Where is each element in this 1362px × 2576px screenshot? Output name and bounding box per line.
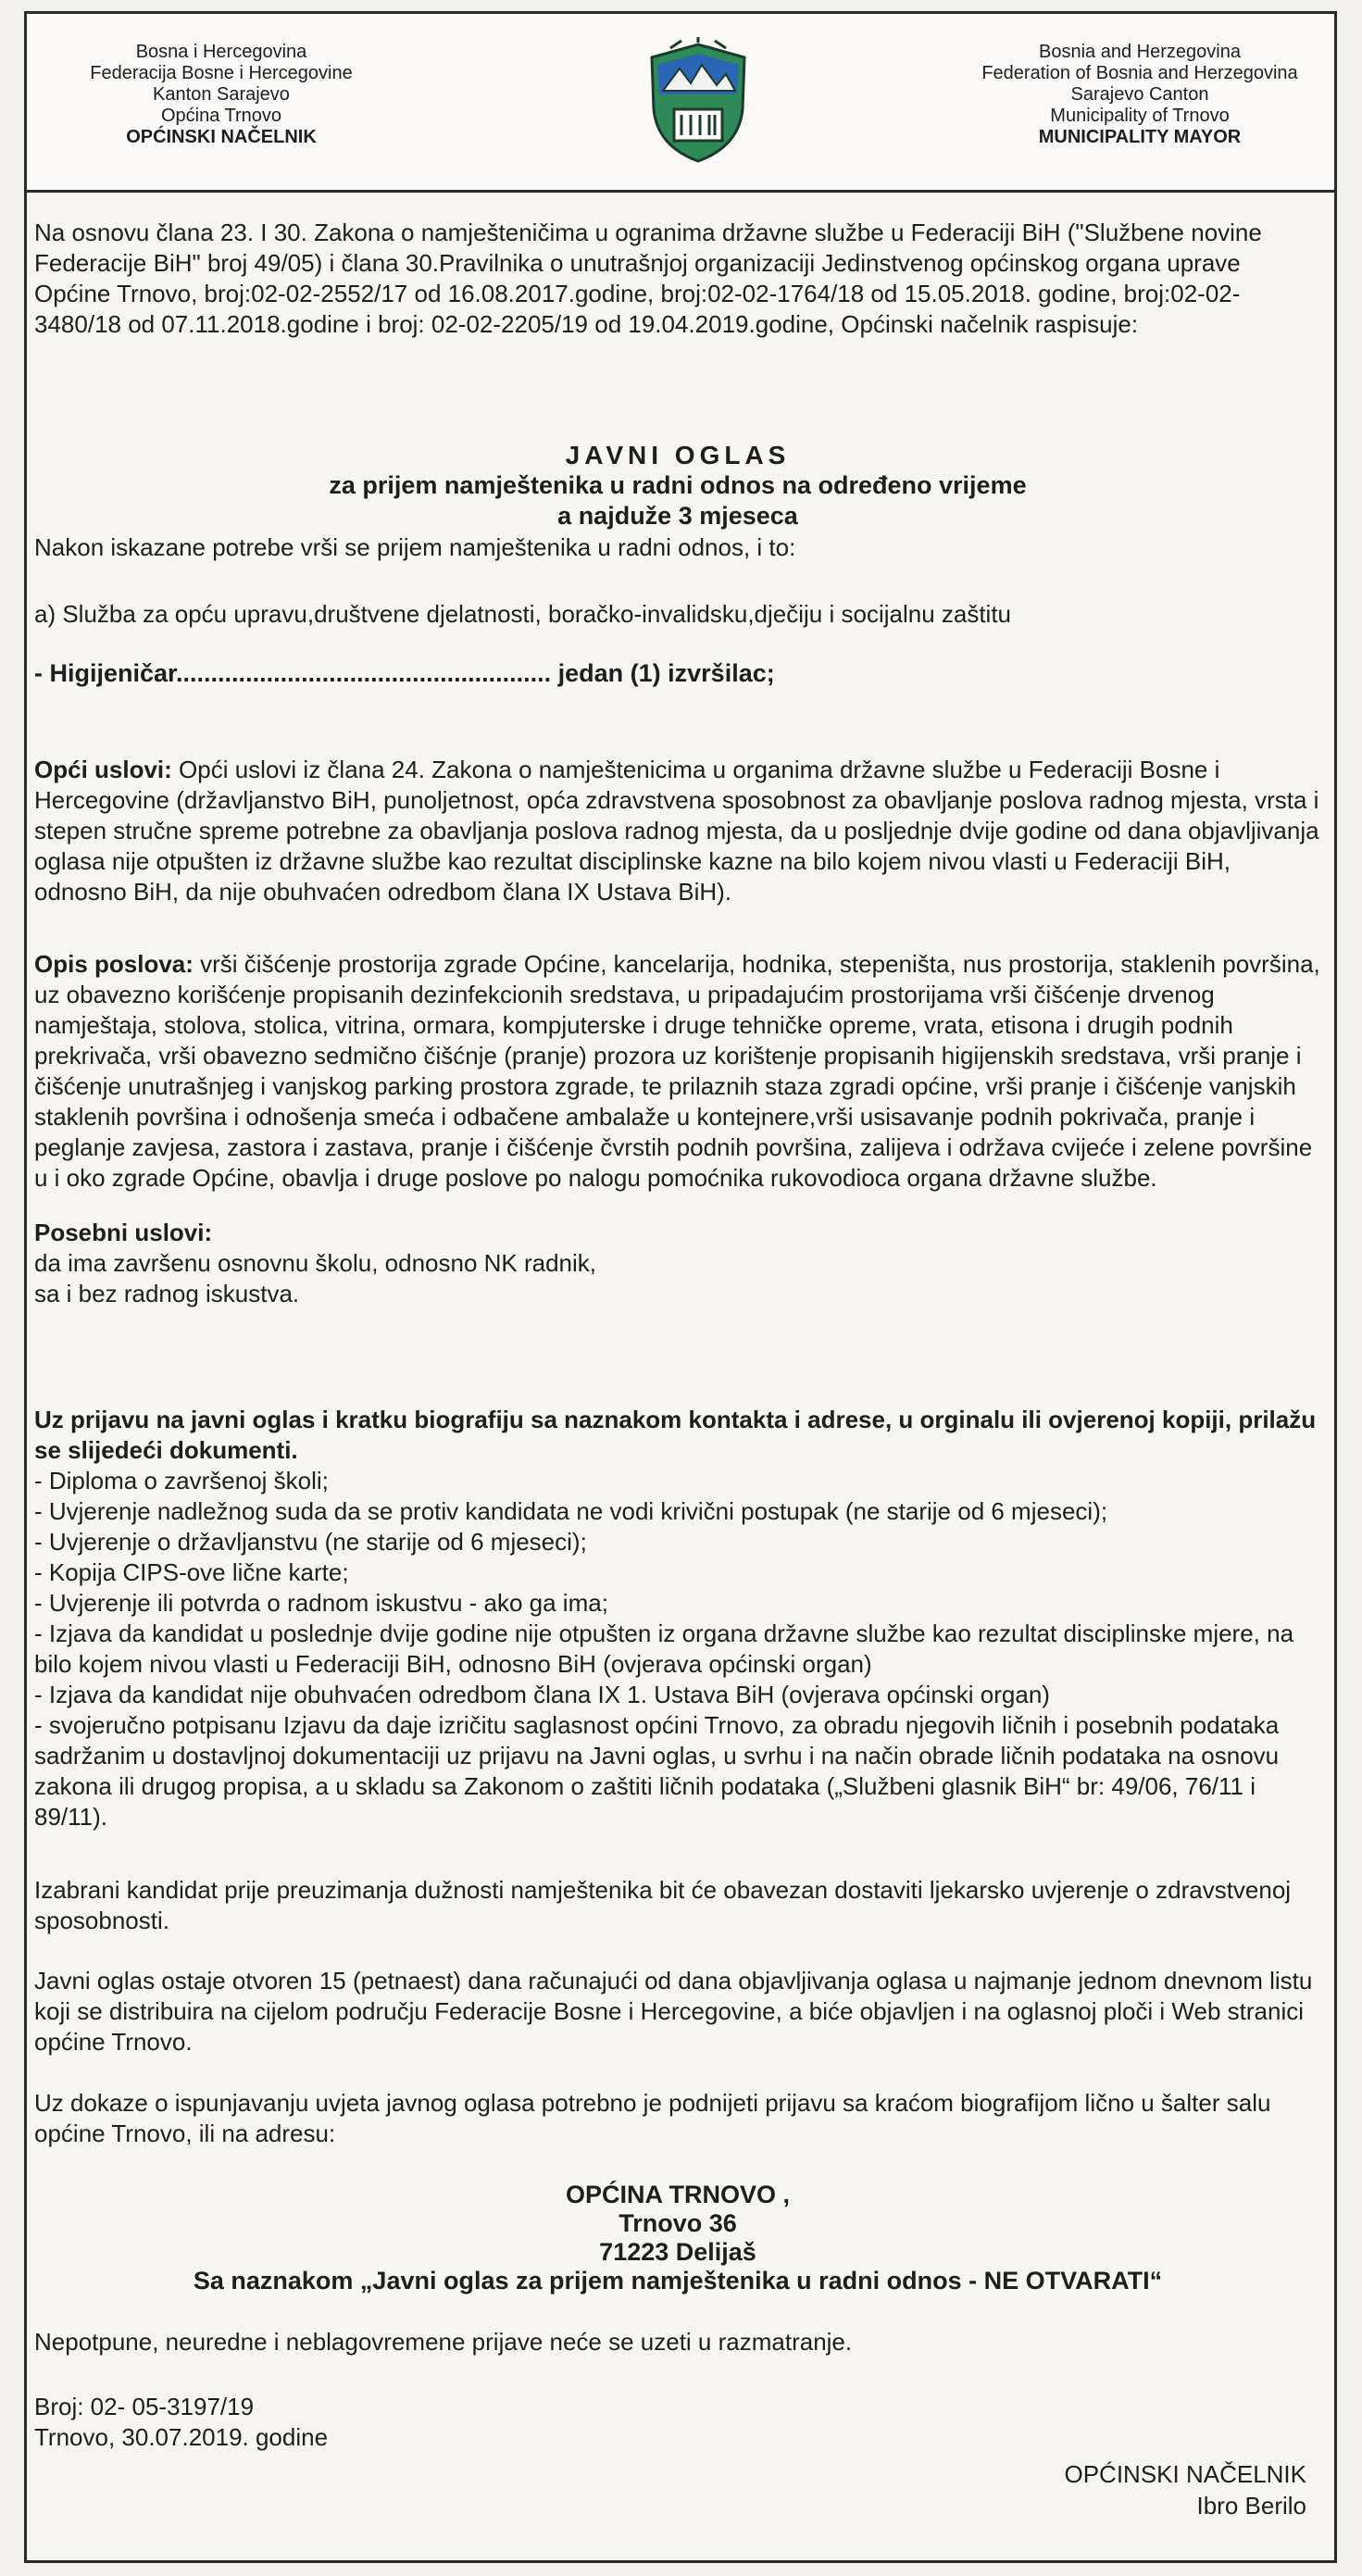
letterhead-left-line: Kanton Sarajevo (153, 84, 290, 105)
document-item: - Uvjerenje o državljanstvu (ne starije od 6 mjeseci); (34, 1528, 587, 1556)
document-item: - svojeručno potpisanu Izjavu da daje izričitu saglasnost općini Trnovo, za obradu njegovih ličnih i posebnih podataka sadržanim u dostavljnoj dokumentaciji uz prijavu na Javni oglas, u svrhu i na način obrade ličnih podataka na osnovu zakona ili drugog propisa, a u skladu sa Zakonom o zaštiti ličnih podataka („Službeni glasnik BiH“ br: 49/06, 76/11 i 89/11). (34, 1711, 1280, 1831)
reference-block (34, 2392, 1321, 2453)
incomplete-applications-note: Nepotpune, neuredne i neblagovremene prijave neće se uzeti u razmatranje. (34, 2328, 853, 2356)
letterhead-left-line: Federacija Bosne i Hercegovine (90, 63, 353, 83)
title-block (34, 440, 1321, 531)
job-description (34, 949, 1321, 1194)
signature-title: OPĆINSKI NAČELNIK (1064, 2460, 1306, 2488)
document-item: - Diploma o završenoj školi; (34, 1467, 329, 1494)
general-conditions (34, 755, 1321, 907)
document-item: - Izjava da kandidat nije obuhvaćen odredbom člana IX 1. Ustava BiH (ovjerava općinski organ) (34, 1681, 1050, 1708)
submission-instructions: Uz dokaze o ispunjavanju uvjeta javnog oglasa potrebno je podnijeti prijavu sa kraćom biografijom lično u šalter salu općine Trnovo, ili na adresu: (34, 2089, 1271, 2147)
special-conditions (34, 1218, 1321, 1309)
address-line: 71223 Delijaš (599, 2238, 756, 2266)
document-item: - Kopija CIPS-ove lične karte; (34, 1558, 349, 1586)
medical-certificate-note: Izabrani kandidat prije preuzimanja dužnosti namještenika bit će obavezan dostaviti ljekarsko uvjerenje o zdravstvenoj sposobnosti. (34, 1876, 1292, 1934)
document-item: - Uvjerenje ili potvrda o radnom iskustvu - ako ga ima; (34, 1589, 608, 1617)
envelope-marking: Sa naznakom „Javni oglas za prijem namještenika u radni odnos - NE OTVARATI“ (193, 2267, 1163, 2295)
job-description-label: Opis poslova: (34, 950, 194, 978)
letterhead-right-line: Sarajevo Canton (1070, 84, 1209, 105)
letterhead-right-title: MUNICIPALITY MAYOR (1038, 127, 1242, 147)
coat-of-arms-icon (643, 37, 754, 167)
open-period-note: Javni oglas ostaje otvoren 15 (petnaest) dana računajući od dana objavljivanja oglasa u najmanje jednom dnevnom listu koji se distribuira na cijelom području Federacije Bosne i Hercegovine, a biće objavljen i na oglasnoj ploči i Web stranici općine Trnovo. (34, 1967, 1313, 2056)
special-condition-line: da ima završenu osnovnu školu, odnosno NK radnik, (34, 1249, 597, 1277)
documents-section (34, 1405, 1321, 1832)
letterhead-left (27, 42, 416, 148)
notice-page (24, 11, 1337, 2563)
position-line: - Higijeničar...................................................... jedan (1) izvršilac; (34, 659, 775, 687)
special-conditions-label: Posebni uslovi: (34, 1219, 213, 1246)
letterhead-left-title: OPĆINSKI NAČELNIK (126, 127, 317, 147)
document-item: - Uvjerenje nadležnog suda da se protiv kandidata ne vodi krivični postupak (ne starije od 6 mjeseci); (34, 1497, 1108, 1525)
reference-number: Broj: 02- 05-3197/19 (34, 2393, 255, 2420)
mailing-address (34, 2181, 1321, 2295)
address-line: Trnovo 36 (619, 2209, 737, 2237)
notice-subtitle: za prijem namještenika u radni odnos na određeno vrijeme (329, 471, 1027, 499)
documents-heading: Uz prijavu na javni oglas i kratku biografiju sa naznakom kontakta i adrese, u orginalu ili ovjerenoj kopiji, prilažu se slijedeći dokumenti. (34, 1406, 1317, 1464)
service-name: a) Služba za opću upravu,društvene djelatnosti, boračko-invalidsku,dječiju i socijalnu zaštitu (34, 600, 1012, 628)
intro-paragraph: Na osnovu člana 23. I 30. Zakona o namješteničima u ogranima državne službe u Federaciji BiH ("Službene novine Federacije BiH" broj 49/05) i člana 30.Pravilnika o unutrašnjoj organizaciji Jedinstvenog općinskog organa uprave Općine Trnovo, broj:02-02-2552/17 od 16.08.2017.godine, broj:02-02-1764/18 od 15.05.2018. godine, broj:02-02-3480/18 od 07.11.2018.godine i broj: 02-02-2205/19 od 19.04.2019.godine, Općinski načelnik raspisuje: (34, 219, 1262, 338)
document-item: - Izjava da kandidat u poslednje dvije godine nije otpušten iz organa državne službe kao rezultat disciplinske mjere, na bilo kojem nivou vlasti u Federaciji BiH, odnosno BiH (ovjerava općinski organ) (34, 1619, 1294, 1678)
letterhead (27, 14, 1334, 193)
job-description-text: vrši čišćenje prostorija zgrade Općine, kancelarija, hodnika, stepeništa, nus prostorija, staklenih površina, uz obavezno korišćenje propisanih dezinfekcionih sredstava, u pripadajućim prostorijama vrši čišćenje drvenog namještaja, stolova, stolica, vitrina, ormara, kompjuterske i druge tehničke opreme, vrata, etisona i drugih podnih prekrivača, vrši obavezno sedmično čišćnje (pranje) prozora uz korištenje propisanih higijenskih sredstava, vrši pranje i čišćenje unutrašnjeg i vanjskog parking prostora zgrade, te prilaznih staza zgradi općine, vrši pranje i čišćenje vanjskih staklenih površina i odnošenja smeća i odbačene ambalaže u kontejnere,vrši usisavanje podnih pokrivača, pranje i peglanje zavjesa, zastora i zastava, pranje i čišćenje čvrstih podnih površina, zalijeva i održava cvijeće i zelene površine u i oko zgrade Općine, obavlja i druge poslove po nalogu pomoćnika rukovodioca organa državne službe. (34, 950, 1320, 1192)
general-conditions-text: Opći uslovi iz člana 24. Zakona o namještenicima u organima državne službe u Federaciji Bosne i Hercegovine (državljanstvo BiH, punoljetnost, opća zdravstvena sposobnost za obavljanje poslova radnog mjesta, vrsta i stepen stručne spreme potrebne za obavljanja poslova radnog mjesta, da u posljednje dvije godine od dana objavljivanja oglasa nije otpušten iz državne službe kao rezultat disciplinske kazne na bilo kojem nivou vlasti u Federaciji BiH, odnosno BiH, da nije obuhvaćen odredbom člana IX Ustava BiH). (34, 756, 1319, 906)
notice-title: JAVNI OGLAS (565, 441, 791, 469)
letterhead-right-line: Bosnia and Herzegovina (1039, 42, 1241, 62)
letterhead-left-line: Općina Trnovo (160, 106, 282, 126)
letterhead-right-line: Municipality of Trnovo (1050, 106, 1230, 126)
special-condition-line: sa i bez radnog iskustva. (34, 1280, 300, 1307)
signature-block (1064, 2458, 1306, 2521)
letterhead-right-line: Federation of Bosnia and Herzegovina (981, 63, 1298, 83)
letterhead-left-line: Bosna i Hercegovina (135, 42, 307, 62)
general-conditions-label: Opći uslovi: (34, 756, 172, 783)
signature-name: Ibro Berilo (1196, 2492, 1306, 2520)
notice-subtitle: a najduže 3 mjeseca (557, 502, 798, 530)
need-statement: Nakon iskazane potrebe vrši se prijem namještenika u radni odnos, i to: (34, 533, 796, 561)
address-line: OPĆINA TRNOVO , (565, 2181, 790, 2208)
place-and-date: Trnovo, 30.07.2019. godine (34, 2423, 329, 2451)
letterhead-right (945, 42, 1334, 148)
